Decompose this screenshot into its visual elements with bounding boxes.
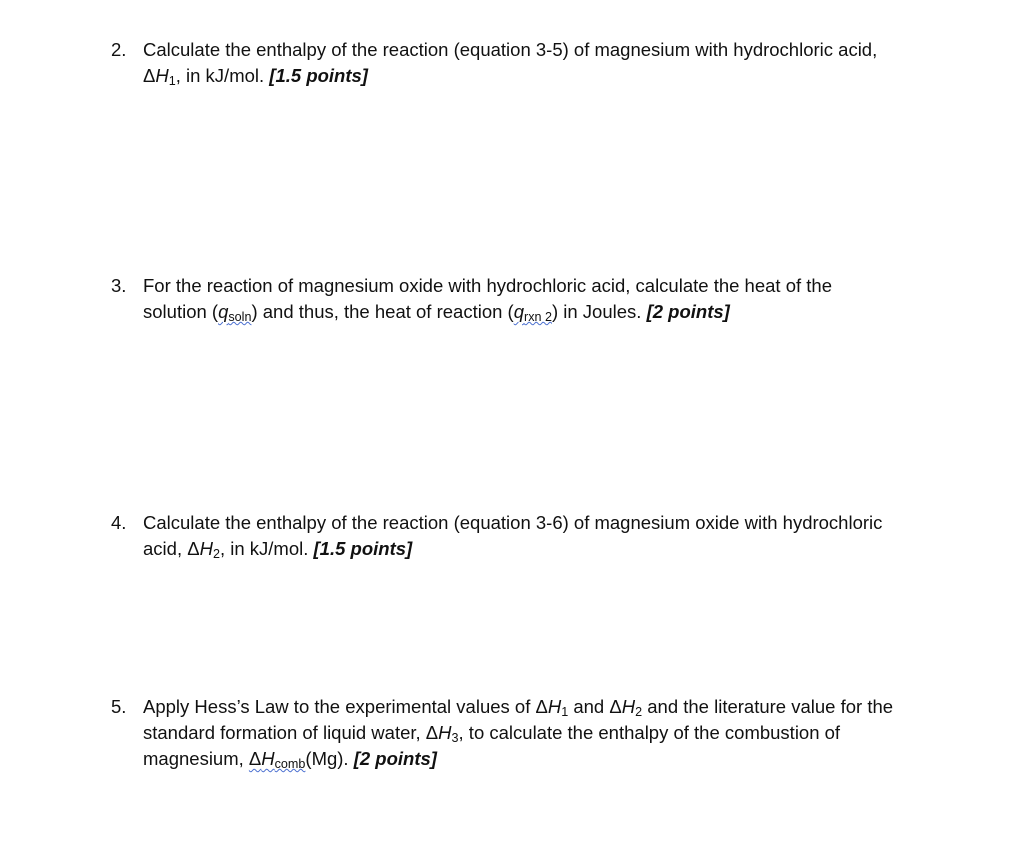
question-number: 5. (111, 696, 127, 717)
question-text (143, 37, 971, 89)
subscript: soln (228, 310, 252, 325)
question-text (143, 273, 971, 325)
q-rxn-symbol (513, 301, 552, 325)
question-line: Calculate the enthalpy of the reaction (equation 3-6) of magnesium oxide with hydrochloric (143, 512, 883, 533)
text-run: acid, (143, 538, 188, 559)
subscript: rxn 2 (524, 310, 552, 325)
delta-symbol: Δ (143, 65, 156, 86)
enthalpy-variable: H (155, 65, 169, 86)
text-run: magnesium, (143, 748, 249, 769)
question-line (143, 536, 971, 562)
question-line (143, 63, 971, 89)
question-5 (111, 694, 971, 772)
subscript: 2 (635, 705, 643, 720)
question-line (143, 694, 971, 720)
points-label: [2 points] (353, 748, 437, 769)
question-text (143, 694, 971, 772)
subscript: 3 (451, 731, 459, 746)
enthalpy-variable: H (621, 696, 636, 717)
text-run: ) and thus, the heat of reaction ( (251, 301, 514, 322)
text-run: and (568, 696, 610, 717)
enthalpy-variable: H (261, 748, 275, 769)
text-run: Apply Hess’s Law to the experimental values of (143, 696, 536, 717)
enthalpy-variable: H (547, 696, 562, 717)
points-label: [1.5 points] (269, 65, 368, 86)
question-line (143, 746, 971, 772)
h-comb-symbol (248, 748, 306, 772)
question-line: For the reaction of magnesium oxide with hydrochloric acid, calculate the heat of the (143, 275, 832, 296)
delta-symbol: Δ (535, 696, 548, 717)
enthalpy-variable: H (438, 722, 452, 743)
question-3 (111, 273, 971, 325)
text-run: solution ( (143, 301, 219, 322)
delta-symbol: Δ (248, 748, 262, 769)
delta-symbol: Δ (425, 722, 439, 743)
text-run: , to calculate the enthalpy of the combustion of (458, 722, 841, 743)
enthalpy-variable: H (199, 538, 213, 559)
question-number: 2. (111, 39, 127, 60)
question-line (143, 299, 971, 325)
question-number: 3. (111, 275, 127, 296)
subscript: comb (274, 757, 306, 772)
question-2 (111, 37, 971, 89)
text-run: standard formation of liquid water, (143, 722, 426, 743)
delta-symbol: Δ (609, 696, 622, 717)
delta-symbol: Δ (187, 538, 200, 559)
heat-variable: q (513, 301, 524, 322)
q-soln-symbol (218, 301, 252, 325)
points-label: [2 points] (646, 301, 730, 322)
text-run: and the literature value for the (642, 696, 894, 717)
question-text (143, 510, 971, 562)
subscript: 2 (212, 547, 220, 562)
question-number: 4. (111, 512, 127, 533)
question-4 (111, 510, 971, 562)
question-line (143, 720, 971, 746)
question-line: Calculate the enthalpy of the reaction (equation 3-5) of magnesium with hydrochloric acid, (143, 39, 878, 60)
subscript: 1 (168, 74, 176, 89)
heat-variable: q (218, 301, 229, 322)
text-run: , in kJ/mol. (175, 65, 270, 86)
text-run: (Mg). (305, 748, 354, 769)
points-label: [1.5 points] (313, 538, 413, 559)
text-run: , in kJ/mol. (219, 538, 314, 559)
subscript: 1 (561, 705, 569, 720)
text-run: ) in Joules. (551, 301, 647, 322)
